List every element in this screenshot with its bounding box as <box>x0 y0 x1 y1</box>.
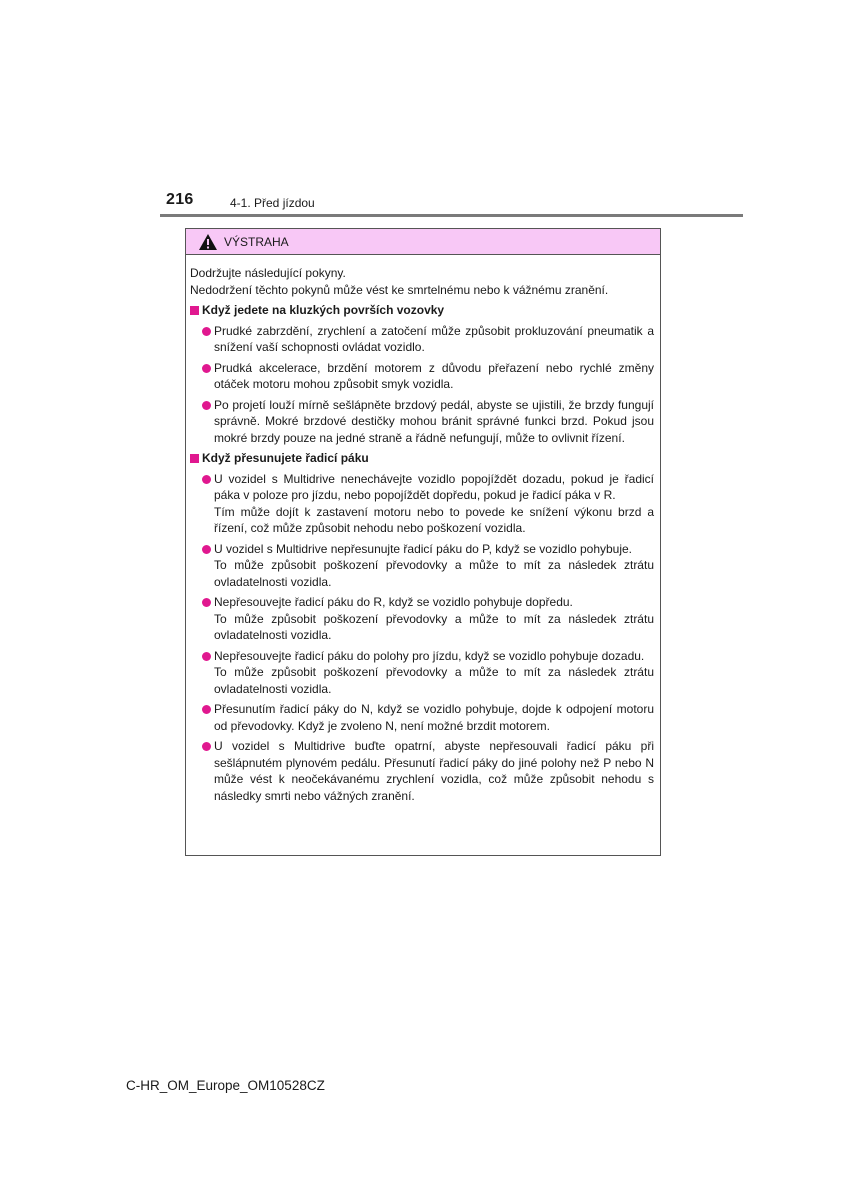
intro-line: Dodržujte následující pokyny. <box>190 266 346 280</box>
bullet-paragraph: Nepřesouvejte řadicí páku do polohy pro jízdu, když se vozidlo pohybuje dozadu. <box>214 648 645 663</box>
section-heading <box>190 450 654 467</box>
square-bullet-icon <box>190 306 199 315</box>
document-code: C-HR_OM_Europe_OM10528CZ <box>126 1078 325 1093</box>
bullet-paragraph: Přesunutím řadicí páky do N, když se vozidlo pohybuje, dojde k odpojení motoru od převodovky. Když je zvoleno N, není možné brzdit motorem. <box>214 702 654 733</box>
square-bullet-icon <box>190 454 199 463</box>
bullet-paragraph: Po projetí louží mírně sešlápněte brzdový pedál, abyste se ujistili, že brzdy fungují správně. Mokré brzdové destičky mohou bránit správné funkci brzd. Pokud jsou mokré brzdy pouze na jedné straně a řádně nefungují, může to ovlivnit řízení. <box>214 397 654 445</box>
page-header <box>0 0 848 220</box>
page-number: 216 <box>166 191 194 208</box>
bullet-item <box>190 594 654 644</box>
bullet-paragraph: To může způsobit poškození převodovky a může to mít za následek ztrátu ovladatelnosti vozidla. <box>214 558 654 589</box>
round-bullet-icon <box>202 742 211 751</box>
bullet-item <box>190 701 654 734</box>
warning-title: VÝSTRAHA <box>224 234 289 249</box>
bullet-item <box>190 648 654 698</box>
round-bullet-icon <box>202 364 211 373</box>
bullet-paragraph: To může způsobit poškození převodovky a může to mít za následek ztrátu ovladatelnosti vozidla. <box>214 611 654 642</box>
warning-intro <box>190 265 654 298</box>
round-bullet-icon <box>202 545 211 554</box>
round-bullet-icon <box>202 401 211 410</box>
round-bullet-icon <box>202 705 211 714</box>
round-bullet-icon <box>202 598 211 607</box>
section-heading-text: Když přesunujete řadicí páku <box>202 451 369 465</box>
section-title: 4-1. Před jízdou <box>230 196 315 210</box>
warning-header <box>186 229 660 255</box>
warning-triangle-icon <box>198 233 218 251</box>
bullet-paragraph: Tím může dojít k zastavení motoru nebo to povede ke snížení výkonu brzd a řízení, což může způsobit nehodu nebo poškození vozidla. <box>214 504 654 535</box>
section-heading-text: Když jedete na kluzkých površích vozovky <box>202 303 445 317</box>
bullet-item <box>190 738 654 804</box>
header-rule <box>160 214 743 217</box>
bullet-item <box>190 541 654 591</box>
bullet-paragraph: U vozidel s Multidrive nenechávejte vozidlo popojíždět dozadu, pokud je řadicí páka v poloze pro jízdu, nebo popojíždět dopředu, pokud je řadicí páka v R. <box>214 471 654 502</box>
bullet-paragraph: Prudké zabrzdění, zrychlení a zatočení může způsobit prokluzování pneumatik a snížení vaší schopnosti ovládat vozidlo. <box>214 323 654 354</box>
bullet-item <box>190 360 654 393</box>
round-bullet-icon <box>202 327 211 336</box>
intro-line: Nedodržení těchto pokynů může vést ke smrtelnému nebo k vážnému zranění. <box>190 282 609 297</box>
bullet-item <box>190 397 654 447</box>
warning-body <box>186 255 660 804</box>
bullet-paragraph: Nepřesouvejte řadicí páku do R, když se vozidlo pohybuje dopředu. <box>214 595 573 609</box>
bullet-item <box>190 323 654 356</box>
bullet-item <box>190 471 654 537</box>
round-bullet-icon <box>202 652 211 661</box>
bullet-paragraph: To může způsobit poškození převodovky a může to mít za následek ztrátu ovladatelnosti vozidla. <box>214 665 654 696</box>
bullet-paragraph: Prudká akcelerace, brzdění motorem z důvodu přeřazení nebo rychlé změny otáček motoru mohou způsobit smyk vozidla. <box>214 360 654 391</box>
bullet-paragraph: U vozidel s Multidrive buďte opatrní, abyste nepřesouvali řadicí páku při sešlápnutém plynovém pedálu. Přesunutí řadicí páky do jiné polohy než P nebo N může vést k neočekávanému zrychlení vozidla, což může způsobit nehodu s následky smrti nebo vážných zranění. <box>214 739 654 803</box>
round-bullet-icon <box>202 475 211 484</box>
bullet-paragraph: U vozidel s Multidrive nepřesunujte řadicí páku do P, když se vozidlo pohybuje. <box>214 541 633 556</box>
section-heading <box>190 302 654 319</box>
warning-box <box>185 228 661 856</box>
